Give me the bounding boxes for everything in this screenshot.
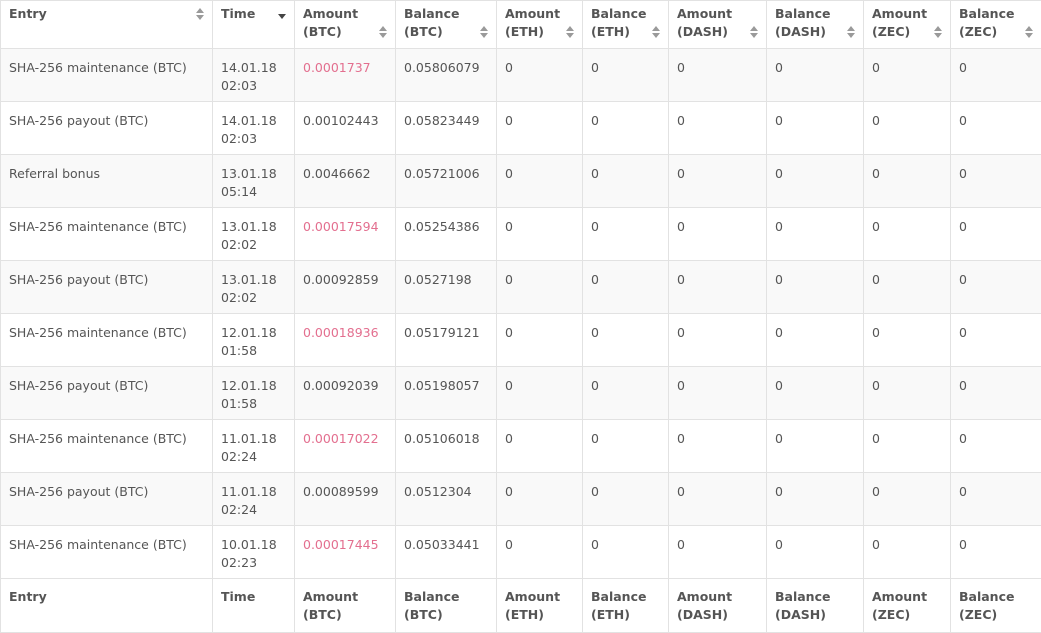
amount-zec-cell: 0 bbox=[864, 367, 951, 420]
balance-eth-cell: 0 bbox=[583, 314, 669, 367]
table-row bbox=[1, 261, 1041, 314]
sort-both-icon bbox=[480, 26, 488, 38]
column-header-label: Amount (BTC) bbox=[303, 5, 387, 41]
sort-both-icon bbox=[934, 26, 942, 38]
amount-zec-cell: 0 bbox=[864, 473, 951, 526]
balance-btc-cell: 0.05179121 bbox=[396, 314, 497, 367]
column-footer-label: Balance (BTC) bbox=[404, 589, 459, 622]
time-cell bbox=[213, 208, 295, 261]
amount-btc-cell: 0.00017445 bbox=[295, 526, 396, 579]
balance-dash-cell: 0 bbox=[767, 261, 864, 314]
amount-eth-cell: 0 bbox=[497, 526, 583, 579]
amount-eth-cell: 0 bbox=[497, 155, 583, 208]
table-row bbox=[1, 367, 1041, 420]
balance-btc-cell: 0.05198057 bbox=[396, 367, 497, 420]
time-clock: 02:23 bbox=[221, 554, 286, 572]
balance-eth-cell: 0 bbox=[583, 473, 669, 526]
balance-btc-cell: 0.05106018 bbox=[396, 420, 497, 473]
balance-dash-cell: 0 bbox=[767, 155, 864, 208]
time-cell bbox=[213, 473, 295, 526]
amount-eth-cell: 0 bbox=[497, 102, 583, 155]
balance-dash-cell: 0 bbox=[767, 314, 864, 367]
balance-dash-cell: 0 bbox=[767, 420, 864, 473]
time-date: 13.01.18 bbox=[221, 218, 286, 236]
balance-btc-cell: 0.05721006 bbox=[396, 155, 497, 208]
column-header-amount-zec[interactable] bbox=[864, 1, 951, 49]
time-date: 12.01.18 bbox=[221, 324, 286, 342]
balance-dash-cell: 0 bbox=[767, 526, 864, 579]
entry-cell: Referral bonus bbox=[1, 155, 213, 208]
table-row bbox=[1, 102, 1041, 155]
column-header-label: Balance (BTC) bbox=[404, 5, 488, 41]
time-cell bbox=[213, 102, 295, 155]
balance-zec-cell: 0 bbox=[951, 102, 1041, 155]
amount-dash-cell: 0 bbox=[669, 208, 767, 261]
balance-eth-cell: 0 bbox=[583, 526, 669, 579]
time-cell bbox=[213, 261, 295, 314]
balance-zec-cell: 0 bbox=[951, 314, 1041, 367]
balance-btc-cell: 0.0512304 bbox=[396, 473, 497, 526]
sort-both-icon bbox=[196, 8, 204, 20]
amount-btc-cell: 0.00092859 bbox=[295, 261, 396, 314]
amount-btc-cell: 0.00017594 bbox=[295, 208, 396, 261]
amount-dash-cell: 0 bbox=[669, 473, 767, 526]
entry-cell: SHA-256 payout (BTC) bbox=[1, 367, 213, 420]
balance-zec-cell: 0 bbox=[951, 367, 1041, 420]
column-footer-label: Time bbox=[221, 589, 255, 604]
time-clock: 01:58 bbox=[221, 342, 286, 360]
time-clock: 01:58 bbox=[221, 395, 286, 413]
entry-cell: SHA-256 maintenance (BTC) bbox=[1, 314, 213, 367]
table-row bbox=[1, 420, 1041, 473]
time-cell bbox=[213, 155, 295, 208]
time-cell bbox=[213, 367, 295, 420]
column-header-label: Time bbox=[221, 5, 286, 23]
amount-dash-cell: 0 bbox=[669, 367, 767, 420]
time-clock: 02:03 bbox=[221, 130, 286, 148]
time-cell bbox=[213, 314, 295, 367]
amount-zec-cell: 0 bbox=[864, 314, 951, 367]
table-row bbox=[1, 473, 1041, 526]
amount-eth-cell: 0 bbox=[497, 420, 583, 473]
time-date: 12.01.18 bbox=[221, 377, 286, 395]
amount-zec-cell: 0 bbox=[864, 102, 951, 155]
balance-btc-cell: 0.0527198 bbox=[396, 261, 497, 314]
sort-both-icon bbox=[652, 26, 660, 38]
column-header-balance-zec[interactable] bbox=[951, 1, 1041, 49]
balance-eth-cell: 0 bbox=[583, 102, 669, 155]
amount-btc-cell: 0.00092039 bbox=[295, 367, 396, 420]
sort-both-icon bbox=[379, 26, 387, 38]
entry-cell: SHA-256 payout (BTC) bbox=[1, 102, 213, 155]
column-footer-label: Amount (ETH) bbox=[505, 589, 560, 622]
amount-zec-cell: 0 bbox=[864, 155, 951, 208]
balance-eth-cell: 0 bbox=[583, 155, 669, 208]
column-footer-balance-btc bbox=[396, 579, 497, 633]
time-date: 14.01.18 bbox=[221, 112, 286, 130]
sort-descending-icon bbox=[278, 14, 286, 19]
time-clock: 02:02 bbox=[221, 236, 286, 254]
balance-btc-cell: 0.05806079 bbox=[396, 49, 497, 102]
column-footer-amount-zec bbox=[864, 579, 951, 633]
amount-eth-cell: 0 bbox=[497, 208, 583, 261]
sort-both-icon bbox=[566, 26, 574, 38]
column-footer-time bbox=[213, 579, 295, 633]
amount-btc-cell: 0.0001737 bbox=[295, 49, 396, 102]
balance-zec-cell: 0 bbox=[951, 208, 1041, 261]
time-date: 11.01.18 bbox=[221, 430, 286, 448]
time-cell bbox=[213, 526, 295, 579]
sort-both-icon bbox=[1025, 26, 1033, 38]
balance-zec-cell: 0 bbox=[951, 261, 1041, 314]
amount-zec-cell: 0 bbox=[864, 208, 951, 261]
column-header-label: Balance (ZEC) bbox=[959, 5, 1033, 41]
time-cell bbox=[213, 49, 295, 102]
column-footer-amount-eth bbox=[497, 579, 583, 633]
balance-zec-cell: 0 bbox=[951, 473, 1041, 526]
balance-eth-cell: 0 bbox=[583, 420, 669, 473]
amount-dash-cell: 0 bbox=[669, 155, 767, 208]
amount-btc-cell: 0.00102443 bbox=[295, 102, 396, 155]
column-footer-balance-dash bbox=[767, 579, 864, 633]
table-row bbox=[1, 526, 1041, 579]
entry-cell: SHA-256 payout (BTC) bbox=[1, 261, 213, 314]
balance-btc-cell: 0.05254386 bbox=[396, 208, 497, 261]
time-clock: 02:24 bbox=[221, 448, 286, 466]
entry-cell: SHA-256 maintenance (BTC) bbox=[1, 49, 213, 102]
column-header-entry[interactable] bbox=[1, 1, 213, 49]
time-clock: 02:03 bbox=[221, 77, 286, 95]
entry-cell: SHA-256 maintenance (BTC) bbox=[1, 420, 213, 473]
amount-dash-cell: 0 bbox=[669, 420, 767, 473]
amount-dash-cell: 0 bbox=[669, 102, 767, 155]
table-row bbox=[1, 49, 1041, 102]
amount-btc-cell: 0.00089599 bbox=[295, 473, 396, 526]
balance-btc-cell: 0.05823449 bbox=[396, 102, 497, 155]
column-header-amount-btc[interactable] bbox=[295, 1, 396, 49]
column-header-balance-eth[interactable] bbox=[583, 1, 669, 49]
amount-dash-cell: 0 bbox=[669, 314, 767, 367]
balance-dash-cell: 0 bbox=[767, 102, 864, 155]
balance-btc-cell: 0.05033441 bbox=[396, 526, 497, 579]
amount-eth-cell: 0 bbox=[497, 473, 583, 526]
entry-cell: SHA-256 maintenance (BTC) bbox=[1, 526, 213, 579]
amount-eth-cell: 0 bbox=[497, 367, 583, 420]
balance-dash-cell: 0 bbox=[767, 367, 864, 420]
table-row bbox=[1, 314, 1041, 367]
amount-eth-cell: 0 bbox=[497, 261, 583, 314]
table-row bbox=[1, 208, 1041, 261]
amount-zec-cell: 0 bbox=[864, 420, 951, 473]
balance-zec-cell: 0 bbox=[951, 49, 1041, 102]
column-footer-amount-btc bbox=[295, 579, 396, 633]
column-header-label: Amount (ETH) bbox=[505, 5, 574, 41]
time-date: 13.01.18 bbox=[221, 165, 286, 183]
time-date: 11.01.18 bbox=[221, 483, 286, 501]
amount-eth-cell: 0 bbox=[497, 314, 583, 367]
column-footer-label: Balance (ZEC) bbox=[959, 589, 1014, 622]
table-body bbox=[1, 49, 1041, 579]
amount-btc-cell: 0.00018936 bbox=[295, 314, 396, 367]
column-header-label: Balance (ETH) bbox=[591, 5, 660, 41]
column-header-balance-btc[interactable] bbox=[396, 1, 497, 49]
amount-zec-cell: 0 bbox=[864, 261, 951, 314]
entry-cell: SHA-256 maintenance (BTC) bbox=[1, 208, 213, 261]
balance-zec-cell: 0 bbox=[951, 526, 1041, 579]
column-header-label: Balance (DASH) bbox=[775, 5, 855, 41]
time-date: 14.01.18 bbox=[221, 59, 286, 77]
amount-dash-cell: 0 bbox=[669, 526, 767, 579]
amount-btc-cell: 0.00017022 bbox=[295, 420, 396, 473]
column-header-label: Entry bbox=[9, 5, 204, 23]
amount-dash-cell: 0 bbox=[669, 49, 767, 102]
column-footer-entry bbox=[1, 579, 213, 633]
time-date: 10.01.18 bbox=[221, 536, 286, 554]
column-header-balance-dash[interactable] bbox=[767, 1, 864, 49]
table-footer bbox=[1, 579, 1041, 633]
table-row bbox=[1, 155, 1041, 208]
time-cell bbox=[213, 420, 295, 473]
column-footer-label: Amount (BTC) bbox=[303, 589, 358, 622]
time-clock: 02:24 bbox=[221, 501, 286, 519]
sort-both-icon bbox=[847, 26, 855, 38]
balance-eth-cell: 0 bbox=[583, 49, 669, 102]
balance-zec-cell: 0 bbox=[951, 155, 1041, 208]
balance-dash-cell: 0 bbox=[767, 49, 864, 102]
time-clock: 02:02 bbox=[221, 289, 286, 307]
amount-btc-cell: 0.0046662 bbox=[295, 155, 396, 208]
column-header-amount-eth[interactable] bbox=[497, 1, 583, 49]
column-footer-label: Amount (DASH) bbox=[677, 589, 732, 622]
column-footer-label: Amount (ZEC) bbox=[872, 589, 927, 622]
column-header-amount-dash[interactable] bbox=[669, 1, 767, 49]
column-footer-label: Balance (ETH) bbox=[591, 589, 646, 622]
amount-zec-cell: 0 bbox=[864, 49, 951, 102]
column-footer-balance-eth bbox=[583, 579, 669, 633]
entry-cell: SHA-256 payout (BTC) bbox=[1, 473, 213, 526]
balance-dash-cell: 0 bbox=[767, 208, 864, 261]
column-footer-balance-zec bbox=[951, 579, 1041, 633]
amount-zec-cell: 0 bbox=[864, 526, 951, 579]
column-header-time[interactable] bbox=[213, 1, 295, 49]
balance-eth-cell: 0 bbox=[583, 208, 669, 261]
time-date: 13.01.18 bbox=[221, 271, 286, 289]
column-header-label: Amount (DASH) bbox=[677, 5, 758, 41]
balance-eth-cell: 0 bbox=[583, 367, 669, 420]
column-header-label: Amount (ZEC) bbox=[872, 5, 942, 41]
amount-eth-cell: 0 bbox=[497, 49, 583, 102]
table-header bbox=[1, 1, 1041, 49]
balance-dash-cell: 0 bbox=[767, 473, 864, 526]
column-footer-label: Balance (DASH) bbox=[775, 589, 830, 622]
column-footer-amount-dash bbox=[669, 579, 767, 633]
balance-zec-cell: 0 bbox=[951, 420, 1041, 473]
balance-eth-cell: 0 bbox=[583, 261, 669, 314]
time-clock: 05:14 bbox=[221, 183, 286, 201]
sort-both-icon bbox=[750, 26, 758, 38]
column-footer-label: Entry bbox=[9, 589, 47, 604]
amount-dash-cell: 0 bbox=[669, 261, 767, 314]
